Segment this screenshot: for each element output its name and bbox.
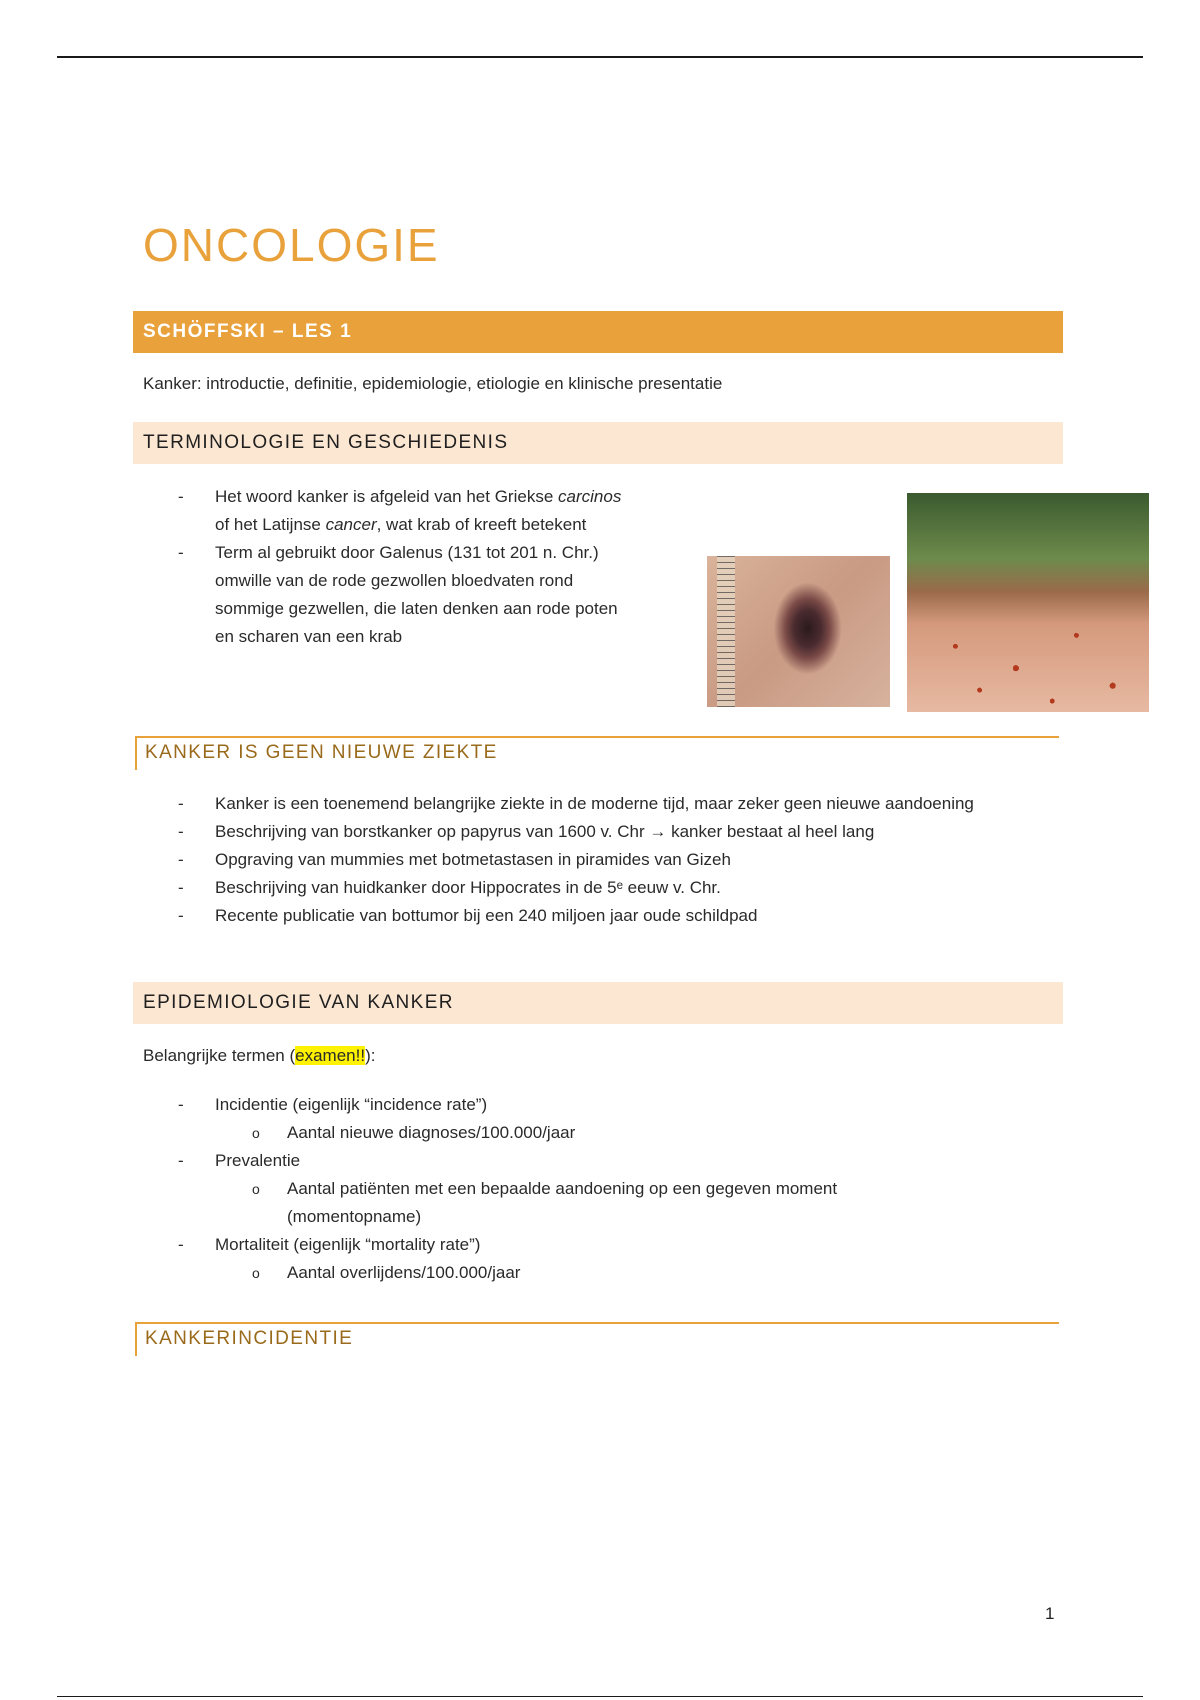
page-title: ONCOLOGIE <box>143 219 440 271</box>
sub-list <box>215 1119 948 1147</box>
item-text: Opgraving van mummies met botmetastasen in piramides van Gizeh <box>215 850 731 869</box>
italic-term: carcinos <box>558 487 622 506</box>
dash-bullet: - <box>178 1235 184 1254</box>
list-item <box>178 1147 948 1231</box>
term-detail: Aantal nieuwe diagnoses/100.000/jaar <box>287 1123 576 1142</box>
sub-list-item <box>215 1175 948 1231</box>
red-crabs-photo <box>907 493 1149 712</box>
term-label: Prevalentie <box>215 1151 301 1170</box>
item-text: Beschrijving van borstkanker op papyrus van 1600 v. Chr → kanker bestaat al heel lang <box>215 822 875 841</box>
dash-bullet: - <box>178 850 184 869</box>
dash-bullet: - <box>178 878 184 897</box>
dash-bullet: - <box>178 487 184 506</box>
term-detail: Aantal overlijdens/100.000/jaar <box>287 1263 521 1282</box>
item-text: , wat krab of kreeft betekent <box>376 515 587 534</box>
dash-bullet: - <box>178 1095 184 1114</box>
list-item <box>178 902 978 930</box>
item-text: en scharen van een krab <box>215 627 403 646</box>
ruler-scale <box>717 556 735 707</box>
page-bottom-rule <box>57 1696 1143 1697</box>
section-heading-terminology: TERMINOLOGIE EN GESCHIEDENIS <box>133 422 1063 464</box>
section-heading-not-new: KANKER IS GEEN NIEUWE ZIEKTE <box>135 736 1059 770</box>
term-label: Mortaliteit (eigenlijk “mortality rate”) <box>215 1235 481 1254</box>
dash-bullet: - <box>178 1151 184 1170</box>
item-text: omwille van de rode gezwollen bloedvaten rond <box>215 571 574 590</box>
dash-bullet: - <box>178 794 184 813</box>
list-item <box>178 1091 948 1147</box>
page-number: 1 <box>1045 1604 1055 1623</box>
terminology-list <box>178 483 698 651</box>
list-item <box>178 539 698 651</box>
epidemiology-terms-list <box>178 1091 948 1287</box>
circle-bullet: o <box>252 1265 260 1281</box>
not-new-list <box>178 790 978 930</box>
lesson-subtitle: Kanker: introductie, definitie, epidemiologie, etiologie en klinische presentatie <box>143 374 723 393</box>
section-heading-epidemiology: EPIDEMIOLOGIE VAN KANKER <box>133 982 1063 1024</box>
item-text: Recente publicatie van bottumor bij een 240 miljoen jaar oude schildpad <box>215 906 758 925</box>
list-item <box>178 874 978 902</box>
list-item <box>178 846 978 874</box>
item-text: sommige gezwellen, die laten denken aan rode poten <box>215 599 618 618</box>
list-item <box>178 1231 948 1287</box>
sub-list <box>215 1259 948 1287</box>
term-label: Incidentie (eigenlijk “incidence rate”) <box>215 1095 488 1114</box>
dash-bullet: - <box>178 543 184 562</box>
dash-bullet: - <box>178 906 184 925</box>
section-heading-incidence: KANKERINCIDENTIE <box>135 1322 1059 1356</box>
intro-text: ): <box>365 1046 376 1065</box>
sub-list-item <box>215 1119 948 1147</box>
page-top-rule <box>57 56 1143 58</box>
list-item <box>178 790 978 818</box>
melanoma-photo <box>707 556 890 707</box>
sub-list <box>215 1175 948 1231</box>
circle-bullet: o <box>252 1181 260 1197</box>
list-item <box>178 818 978 846</box>
exam-highlight: examen!! <box>295 1046 366 1065</box>
item-text: Beschrijving van huidkanker door Hippocrates in de 5ᵉ eeuw v. Chr. <box>215 878 721 897</box>
item-text: Term al gebruikt door Galenus (131 tot 201 n. Chr.) <box>215 543 599 562</box>
item-text: Het woord kanker is afgeleid van het Griekse <box>215 487 559 506</box>
lesson-header: SCHÖFFSKI – LES 1 <box>133 311 1063 353</box>
dash-bullet: - <box>178 822 184 841</box>
term-detail: Aantal patiënten met een bepaalde aandoening op een gegeven moment (momentopname) <box>287 1179 838 1226</box>
list-item <box>178 483 698 539</box>
italic-term: cancer <box>325 515 377 534</box>
sub-list-item <box>215 1259 948 1287</box>
item-text: Kanker is een toenemend belangrijke ziekte in de moderne tijd, maar zeker geen nieuwe aandoening <box>215 794 974 813</box>
intro-text: Belangrijke termen ( <box>143 1046 296 1065</box>
circle-bullet: o <box>252 1125 260 1141</box>
epidemiology-intro <box>143 1046 375 1066</box>
item-text: of het Latijnse <box>215 515 326 534</box>
